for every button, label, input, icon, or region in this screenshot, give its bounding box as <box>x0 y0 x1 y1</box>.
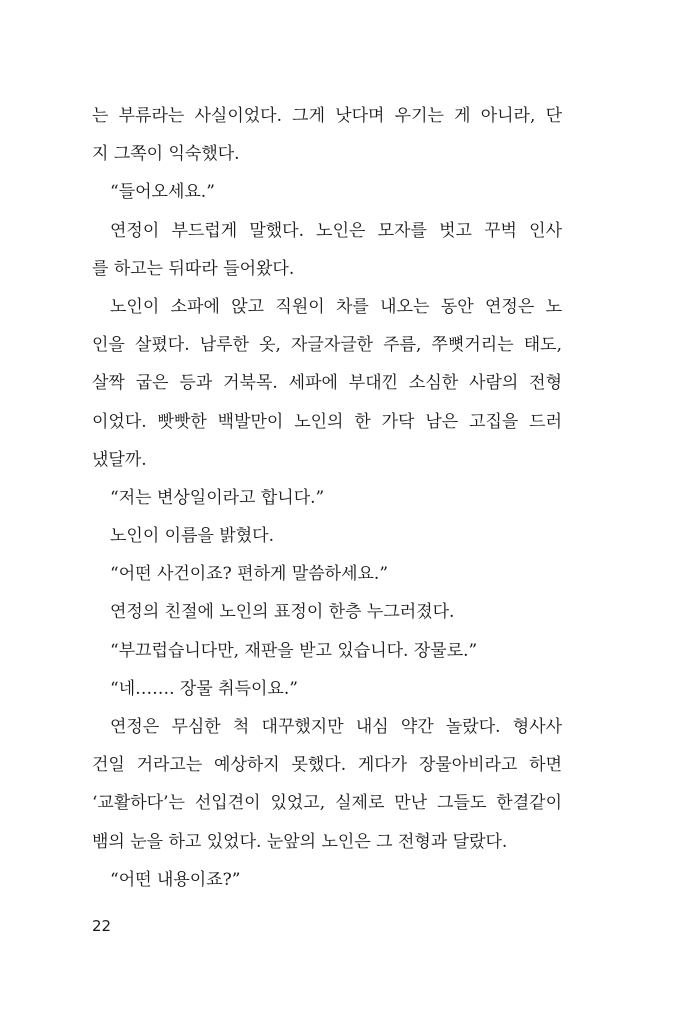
page-number: 22 <box>92 917 112 935</box>
text-line: 냈달까. <box>92 449 147 470</box>
text-line: 노인이 이름을 밝혔다. <box>110 526 275 547</box>
text-line: 는 부류라는 사실이었다. 그게 낫다며 우기는 게 아니라, 단 <box>92 106 562 126</box>
text-line: “어떤 사건이죠? 편하게 말씀하세요.” <box>110 564 389 585</box>
text-line: 연정의 친절에 노인의 표정이 한층 누그러졌다. <box>110 602 455 623</box>
text-line: “저는 변상일이라고 합니다.” <box>110 487 325 508</box>
text-line: 를 하고는 뒤따라 들어왔다. <box>92 258 295 279</box>
text-line: 인을 살폈다. 남루한 옷, 자글자글한 주름, 쭈뼛거리는 태도, <box>92 335 562 356</box>
text-line: 건일 거라고는 예상하지 못했다. 게다가 장물아비라고 하면 <box>92 755 562 776</box>
text-line: 연정은 무심한 척 대꾸했지만 내심 약간 놀랐다. 형사사 <box>110 717 562 737</box>
text-line: 지 그쪽이 익숙했다. <box>92 144 240 165</box>
text-line: “부끄럽습니다만, 재판을 받고 있습니다. 장물로.” <box>110 640 478 661</box>
text-line: 연정이 부드럽게 말했다. 노인은 모자를 벗고 꾸벅 인사 <box>110 220 562 241</box>
text-line: 살짝 굽은 등과 거북목. 세파에 부대낀 소심한 사람의 전형 <box>92 373 562 394</box>
text-line: 노인이 소파에 앉고 직원이 차를 내오는 동안 연정은 노 <box>110 296 562 317</box>
text-line: 이었다. 빳빳한 백발만이 노인의 한 가닥 남은 고집을 드러 <box>92 411 562 432</box>
body-text <box>92 97 562 899</box>
text-line: ‘교활하다’는 선입견이 있었고, 실제로 만난 그들도 한결같이 <box>92 793 562 814</box>
text-line: “어떤 내용이죠?” <box>110 869 241 890</box>
text-line: 뱀의 눈을 하고 있었다. 눈앞의 노인은 그 전형과 달랐다. <box>92 831 508 852</box>
text-line: “들어오세요.” <box>110 182 215 203</box>
text-line: “네……. 장물 취득이요.” <box>110 678 298 699</box>
